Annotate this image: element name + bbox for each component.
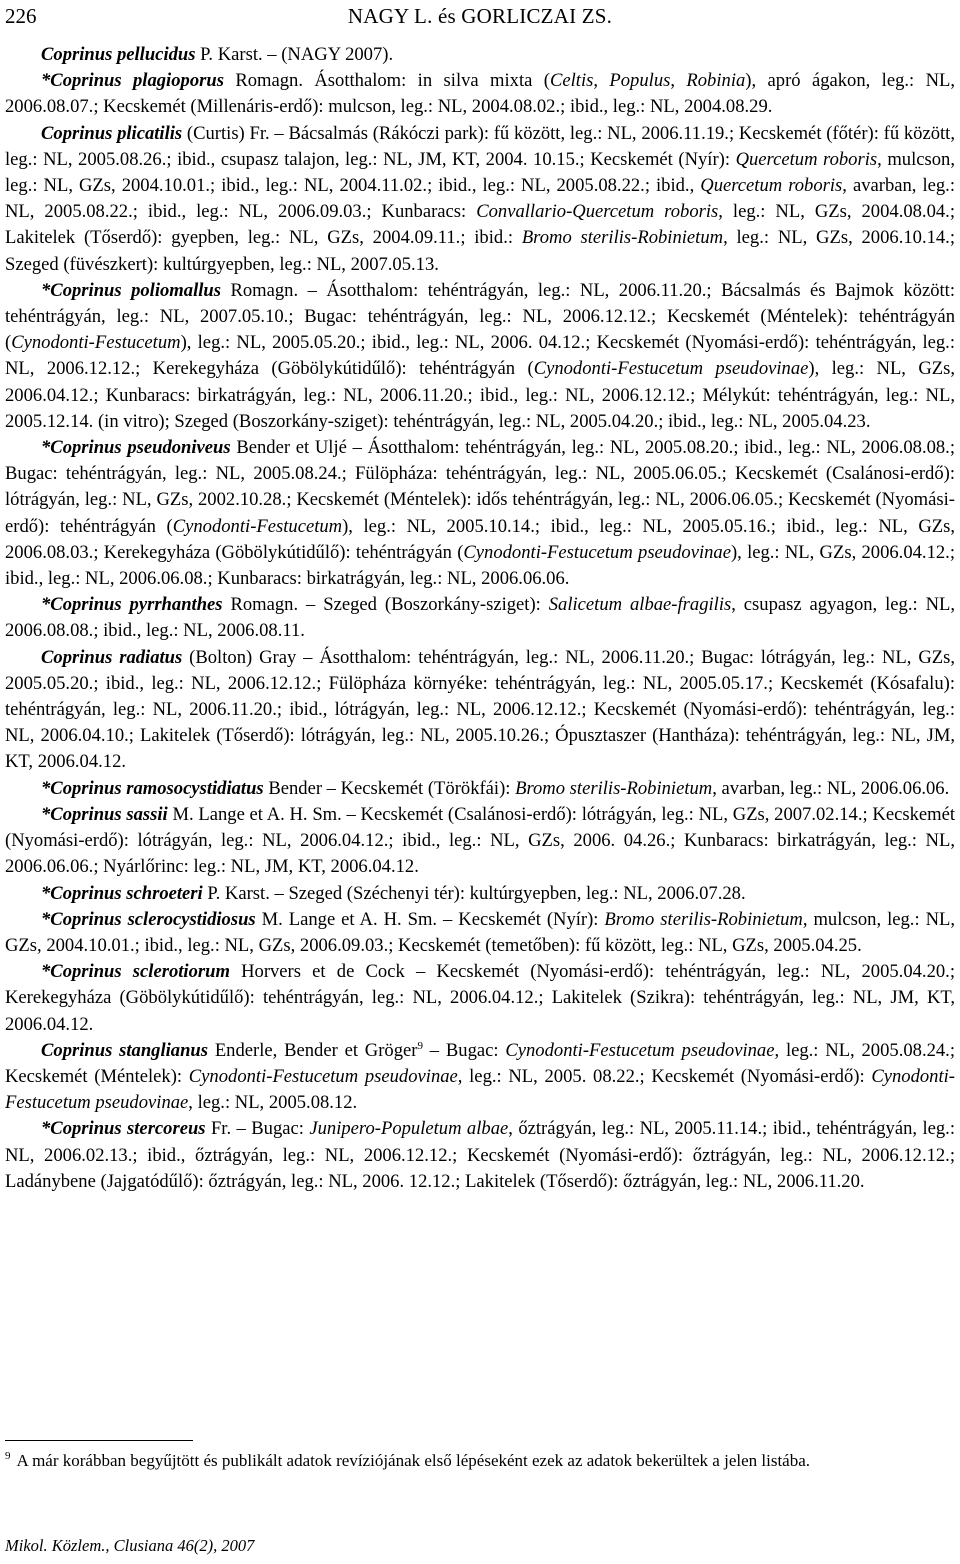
- species-name: Coprinus pellucidus: [41, 44, 196, 65]
- page-number: 226: [5, 4, 37, 28]
- species-entry: [5, 959, 955, 1038]
- italic-term: Cynodonti-Festucetum pseudovinae: [505, 1039, 775, 1061]
- entry-text: P. Karst. – Szeged (Széchenyi tér): kultúrgyepben, leg.: NL, 2006.07.28.: [202, 882, 746, 904]
- entry-text: , őztrágyán, leg.: NL, 2005.11.14.; ibid., tehéntrágyán, leg.: NL, 2006.02.13.; ibid., őztrágyán, leg.: NL, 2006.12.12.; Kecskemét (Nyomási-erdő): őztrágyán, leg.: NL, 2006.12.12.; Ladánybene (Jajgatódűlő): őztrágyán, leg.: NL, 2006. 12.12.; Lakitelek (Tőserdő): őztrágyán, leg.: NL, 2006.11.20.: [5, 1118, 955, 1192]
- italic-term: Cynodonti-Festucetum pseudovinae: [5, 1065, 955, 1114]
- footnote-rule: [5, 1440, 193, 1441]
- italic-term: Convallario-Quercetum roboris: [476, 201, 719, 223]
- running-header: [5, 4, 955, 34]
- species-name: Coprinus radiatus: [41, 646, 183, 668]
- entry-text: ,: [670, 70, 687, 92]
- entry-text: ), leg.: NL, GZs, 2006.04.12.; Kunbaracs: birkatrágyán, leg.: NL, 2006.11.20.; ibid., leg.: NL, 2006.12.12.; Mélykút: tehéntrágyán, leg.: NL, 2005.12.14. (in vitro); Szeged (Boszorkány-sziget): tehéntrágyán, leg.: NL, 2005.04.20.; ibid., leg.: NL, 2005.04.23.: [5, 358, 956, 432]
- species-name: *Coprinus pyrrhanthes: [41, 594, 223, 616]
- entry-text: ), leg.: NL, GZs, 2006.04.12.; ibid., leg.: NL, 2006.06.08.; Kunbaracs: birkatrágyán, leg.: NL, 2006.06.06.: [5, 541, 955, 590]
- journal-citation: Mikol. Közlem., Clusiana 46(2), 2007: [5, 1536, 255, 1555]
- entry-text: , leg.: NL, 2005. 08.22.; Kecskemét (Nyomási-erdő):: [457, 1065, 872, 1087]
- footnote-ref: 9: [417, 1039, 423, 1052]
- species-name: *Coprinus sclerotiorum: [41, 961, 230, 983]
- italic-term: Cynodonti-Festucetum pseudovinae: [188, 1065, 458, 1087]
- entry-text: P. Karst. – (NAGY 2007).: [195, 44, 394, 65]
- species-entry: [5, 802, 955, 881]
- species-list: [5, 42, 955, 1195]
- species-entry: [5, 42, 955, 68]
- entry-text: (Bolton) Gray – Ásotthalom: tehéntrágyán, leg.: NL, 2006.11.20.; Bugac: lótrágyán, leg.: NL, GZs, 2005.05.20.; ibid., leg.: NL, 2006.12.12.; Fülöpháza környéke: tehéntrágyán, leg.: NL, 2005.05.17.; Kecskemét (Kósafalu): tehéntrágyán, leg.: NL, 2006.11.20.; ibid., lótrágyán, leg.: NL, 2006.12.12.; Kecskemét (Nyomási-erdő): tehéntrágyán, leg.: NL, 2006.04.10.; Lakitelek (Tőserdő): lótrágyán, leg.: NL, 2005.10.26.; Ópusztaszer (Hantháza): tehéntrágyán, leg.: NL, JM, KT, 2006.04.12.: [5, 646, 956, 773]
- species-name: *Coprinus stercoreus: [41, 1118, 206, 1140]
- footnote: [5, 1448, 955, 1474]
- italic-term: Salicetum albae-fragilis: [548, 594, 732, 616]
- entry-text: ), leg.: NL, 2005.05.20.; ibid., leg.: NL, 2006. 04.12.; Kecskemét (Nyomási-erdő): tehéntrágyán, leg.: NL, 2006.12.12.; Kerekegyháza (Göbölykútidűlő): tehéntrágyán (: [5, 332, 955, 380]
- italic-term: Bromo sterilis-Robinietum: [521, 227, 724, 249]
- journal-page: [5, 0, 955, 1564]
- entry-text: ), apró ágakon, leg.: NL, 2006.08.07.; Kecskemét (Millenáris-erdő): mulcson, leg.: NL, 2004.08.02.; ibid., leg.: NL, 2004.08.29.: [5, 70, 956, 118]
- species-entry: [5, 907, 955, 959]
- species-entry: [5, 121, 955, 278]
- entry-text: Bender – Kecskemét (Törökfái):: [263, 777, 516, 799]
- species-entry: [5, 592, 955, 644]
- italic-term: Quercetum roboris: [700, 175, 843, 197]
- entry-text: , leg.: NL, GZs, 2004.08.04.; Lakitelek (Tőserdő): gyepben, leg.: NL, GZs, 2004.09.11.; ibid.:: [5, 201, 955, 249]
- entry-text: M. Lange et A. H. Sm. – Kecskemét (Nyír):: [255, 908, 605, 930]
- species-name: *Coprinus pseudoniveus: [41, 437, 231, 459]
- entry-text: Bender et Uljé – Ásotthalom: tehéntrágyán, leg.: NL, 2005.08.20.; ibid., leg.: NL, 2006.08.08.; Bugac: tehéntrágyán, leg.: NL, 2005.08.24.; Fülöpháza: tehéntrágyán, leg.: NL, 2005.06.05.; Kecskemét (Csalánosi-erdő): lótrágyán, leg.: NL, GZs, 2002.10.28.; Kecskemét (Méntelek): idős tehéntrágyán, leg.: NL, 2006.06.05.; Kecskemét (Nyomási-erdő): tehéntrágyán (: [5, 437, 955, 537]
- entry-text: , leg.: NL, 2005.08.24.; Kecskemét (Méntelek):: [5, 1039, 955, 1087]
- entry-text: , avarban, leg.: NL, 2006.06.06.: [712, 777, 950, 799]
- italic-term: Populus: [609, 70, 671, 92]
- italic-term: Quercetum roboris: [735, 148, 878, 170]
- species-entry: [5, 881, 955, 907]
- species-entry: [5, 1038, 955, 1117]
- entry-text: Fr. – Bugac:: [205, 1118, 310, 1140]
- entry-text: M. Lange et A. H. Sm. – Kecskemét (Csalánosi-erdő): lótrágyán, leg.: NL, GZs, 2007.02.14.; Kecskemét (Nyomási-erdő): lótrágyán, leg.: NL, 2006.04.12.; ibid., leg.: NL, GZs, 2006. 04.26.; Kunbaracs: birkatrágyán, leg.: NL, 2006.06.06.; Nyárlőrinc: leg.: NL, JM, KT, 2006.04.12.: [5, 803, 955, 878]
- italic-term: Cynodonti-Festucetum: [172, 515, 343, 537]
- entry-text: Romagn. – Szeged (Boszorkány-sziget):: [222, 594, 549, 616]
- entry-text: , mulcson, leg.: NL, GZs, 2004.10.01.; ibid., leg.: NL, 2004.11.02.; ibid., leg.: NL, 2005.08.22.; ibid.,: [5, 148, 955, 197]
- entry-text: ,: [593, 70, 610, 92]
- entry-text: , leg.: NL, GZs, 2006.10.14.; Szeged (füvészkert): kultúrgyepben, leg.: NL, 2007.05.13.: [5, 227, 955, 275]
- species-name: *Coprinus schroeteri: [41, 882, 203, 904]
- species-name: *Coprinus sassii: [41, 803, 168, 825]
- species-entry: [5, 645, 955, 776]
- species-name: *Coprinus ramosocystidiatus: [41, 777, 264, 799]
- entry-text: Enderle, Bender et Gröger: [208, 1039, 418, 1061]
- italic-term: Cynodonti-Festucetum: [11, 332, 181, 354]
- entry-text: Romagn. – Ásotthalom: tehéntrágyán, leg.: NL, 2006.11.20.; Bácsalmás és Bajmok között: tehéntrágyán, leg.: NL, 2007.05.10.; Bugac: tehéntrágyán, leg.: NL, 2006.12.12.; Kecskemét (Méntelek): tehéntrágyán (: [5, 279, 956, 354]
- species-entry: [5, 68, 955, 120]
- species-name: Coprinus plicatilis: [41, 122, 183, 144]
- species-entry: [5, 278, 955, 435]
- species-entry: [5, 435, 955, 592]
- entry-text: , csupasz agyagon, leg.: NL, 2006.08.08.; ibid., leg.: NL, 2006.08.11.: [5, 594, 956, 642]
- italic-term: Junipero-Populetum albae: [309, 1118, 509, 1140]
- entry-text: Romagn. Ásotthalom: in silva mixta (: [223, 70, 550, 92]
- species-name: *Coprinus sclerocystidiosus: [41, 908, 256, 930]
- species-entry: [5, 1116, 955, 1195]
- italic-term: Celtis: [549, 70, 594, 92]
- species-name: Coprinus stanglianus: [41, 1039, 209, 1061]
- entry-text: Horvers et de Cock – Kecskemét (Nyomási-erdő): tehéntrágyán, leg.: NL, 2005.04.20.; Kerekegyháza (Göbölykútidűlő): tehéntrágyán, leg.: NL, 2006.04.12.; Lakitelek (Szikra): tehéntrágyán, leg.: NL, JM, KT, 2006.04.12.: [5, 961, 955, 1035]
- species-entry: [5, 776, 955, 802]
- entry-text: , mulcson, leg.: NL, GZs, 2004.10.01.; ibid., leg.: NL, GZs, 2006.09.03.; Kecskemét (temetőben): fű között, leg.: NL, GZs, 2005.04.25.: [5, 908, 956, 956]
- italic-term: Cynodonti-Festucetum pseudovinae: [533, 358, 809, 380]
- footnote-mark: 9: [5, 1450, 11, 1463]
- entry-text: ), leg.: NL, 2005.10.14.; ibid., leg.: NL, 2005.05.16.; ibid., leg.: NL, GZs, 2006.08.03.; Kerekegyháza (Göbölykútidűlő): tehéntrágyán (: [5, 515, 956, 563]
- entry-text: , avarban, leg.: NL, 2005.08.22.; ibid., leg.: NL, 2006.09.03.; Kunbaracs:: [5, 175, 955, 223]
- italic-term: Bromo sterilis-Robinietum: [515, 777, 713, 799]
- entry-text: , leg.: NL, 2005.08.12.: [188, 1092, 358, 1114]
- italic-term: Bromo sterilis-Robinietum: [604, 908, 803, 930]
- species-name: *Coprinus plagioporus: [41, 70, 224, 92]
- italic-term: Robinia: [686, 70, 746, 92]
- italic-term: Cynodonti-Festucetum pseudovinae: [463, 541, 731, 563]
- entry-text: (Curtis) Fr. – Bácsalmás (Rákóczi park): fű között, leg.: NL, 2006.11.19.; Kecskemét (főtér): fű között, leg.: NL, 2005.08.26.; ibid., csupasz talajon, leg.: NL, JM, KT, 2004. 10.15.; Kecskemét (Nyír):: [5, 122, 956, 170]
- running-title: NAGY L. és GORLICZAI ZS.: [347, 4, 613, 28]
- species-name: *Coprinus poliomallus: [41, 279, 221, 301]
- footnote-text: A már korábban begyűjtött és publikált adatok revíziójának első lépéseként ezek az adatok bekerültek a jelen listába.: [16, 1451, 811, 1470]
- entry-text: – Bugac:: [422, 1039, 506, 1061]
